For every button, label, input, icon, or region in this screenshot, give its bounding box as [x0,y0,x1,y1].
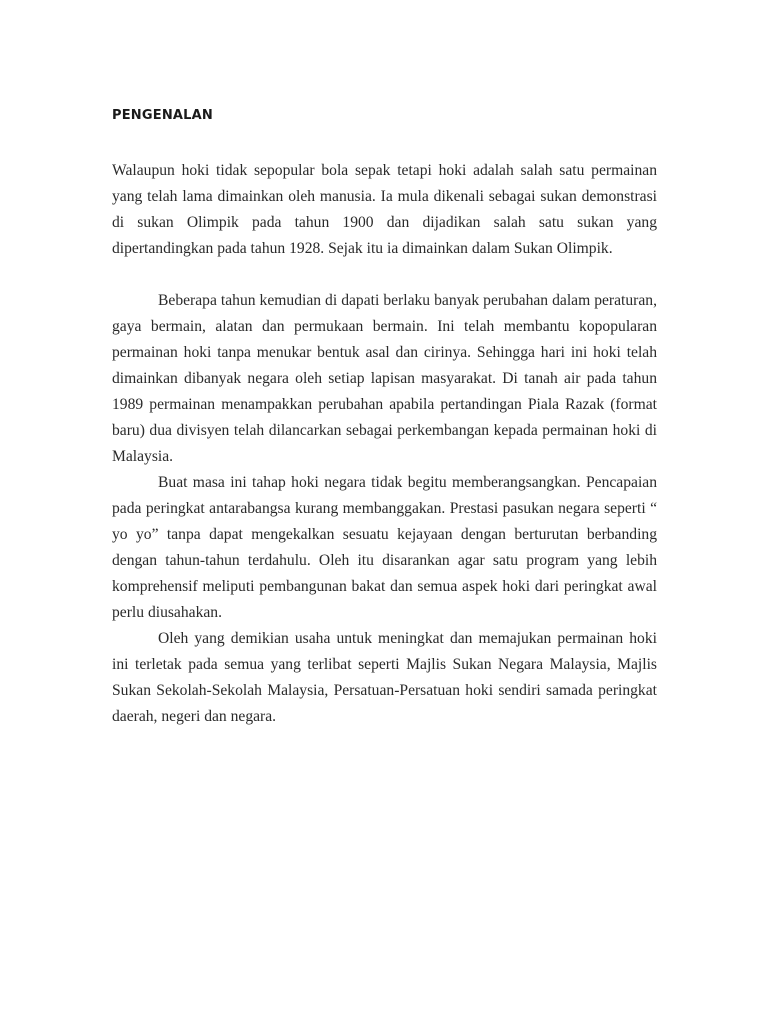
document-heading: PENGENALAN [112,108,214,123]
paragraph-changes: Beberapa tahun kemudian di dapati berlaku banyak perubahan dalam peraturan, gaya bermain, alatan dan permukaan bermain. Ini telah membantu kopopularan permainan hoki tanpa menukar bentuk asal dan cirinya. Sehingga hari ini hoki telah dimainkan dibanyak negara oleh setiap lapisan masyarakat. Di tanah air pada tahun 1989 permainan menampakkan perubahan apabila pertandingan Piala Razak (format baru) dua divisyen telah dilancarkan sebagai perkembangan kepada permainan hoki di Malaysia. [112,292,657,465]
paragraph-intro: Walaupun hoki tidak sepopular bola sepak tetapi hoki adalah salah satu permainan yang telah lama dimainkan oleh manusia. Ia mula dikenali sebagai sukan demonstrasi di sukan Olimpik pada tahun 1900 dan dijadikan salah satu sukan yang dipertandingkan pada tahun 1928. Sejak itu ia dimainkan dalam Sukan Olimpik. [112,162,657,257]
paragraph-current-state: Buat masa ini tahap hoki negara tidak begitu memberangsangkan. Pencapaian pada peringkat antarabangsa kurang membanggakan. Prestasi pasukan negara seperti “ yo yo” tanpa dapat mengekalkan sesuatu kejayaan dengan berturutan berbanding dengan tahun-tahun terdahulu. Oleh itu disarankan agar satu program yang lebih komprehensif meliputi pembangunan bakat dan semua aspek hoki dari peringkat awal perlu diusahakan. [112,474,657,621]
paragraph-conclusion: Oleh yang demikian usaha untuk meningkat dan memajukan permainan hoki ini terletak pada semua yang terlibat seperti Majlis Sukan Negara Malaysia, Majlis Sukan Sekolah-Sekolah Malaysia, Persatuan-Persatuan hoki sendiri samada peringkat daerah, negeri dan negara. [112,630,657,725]
